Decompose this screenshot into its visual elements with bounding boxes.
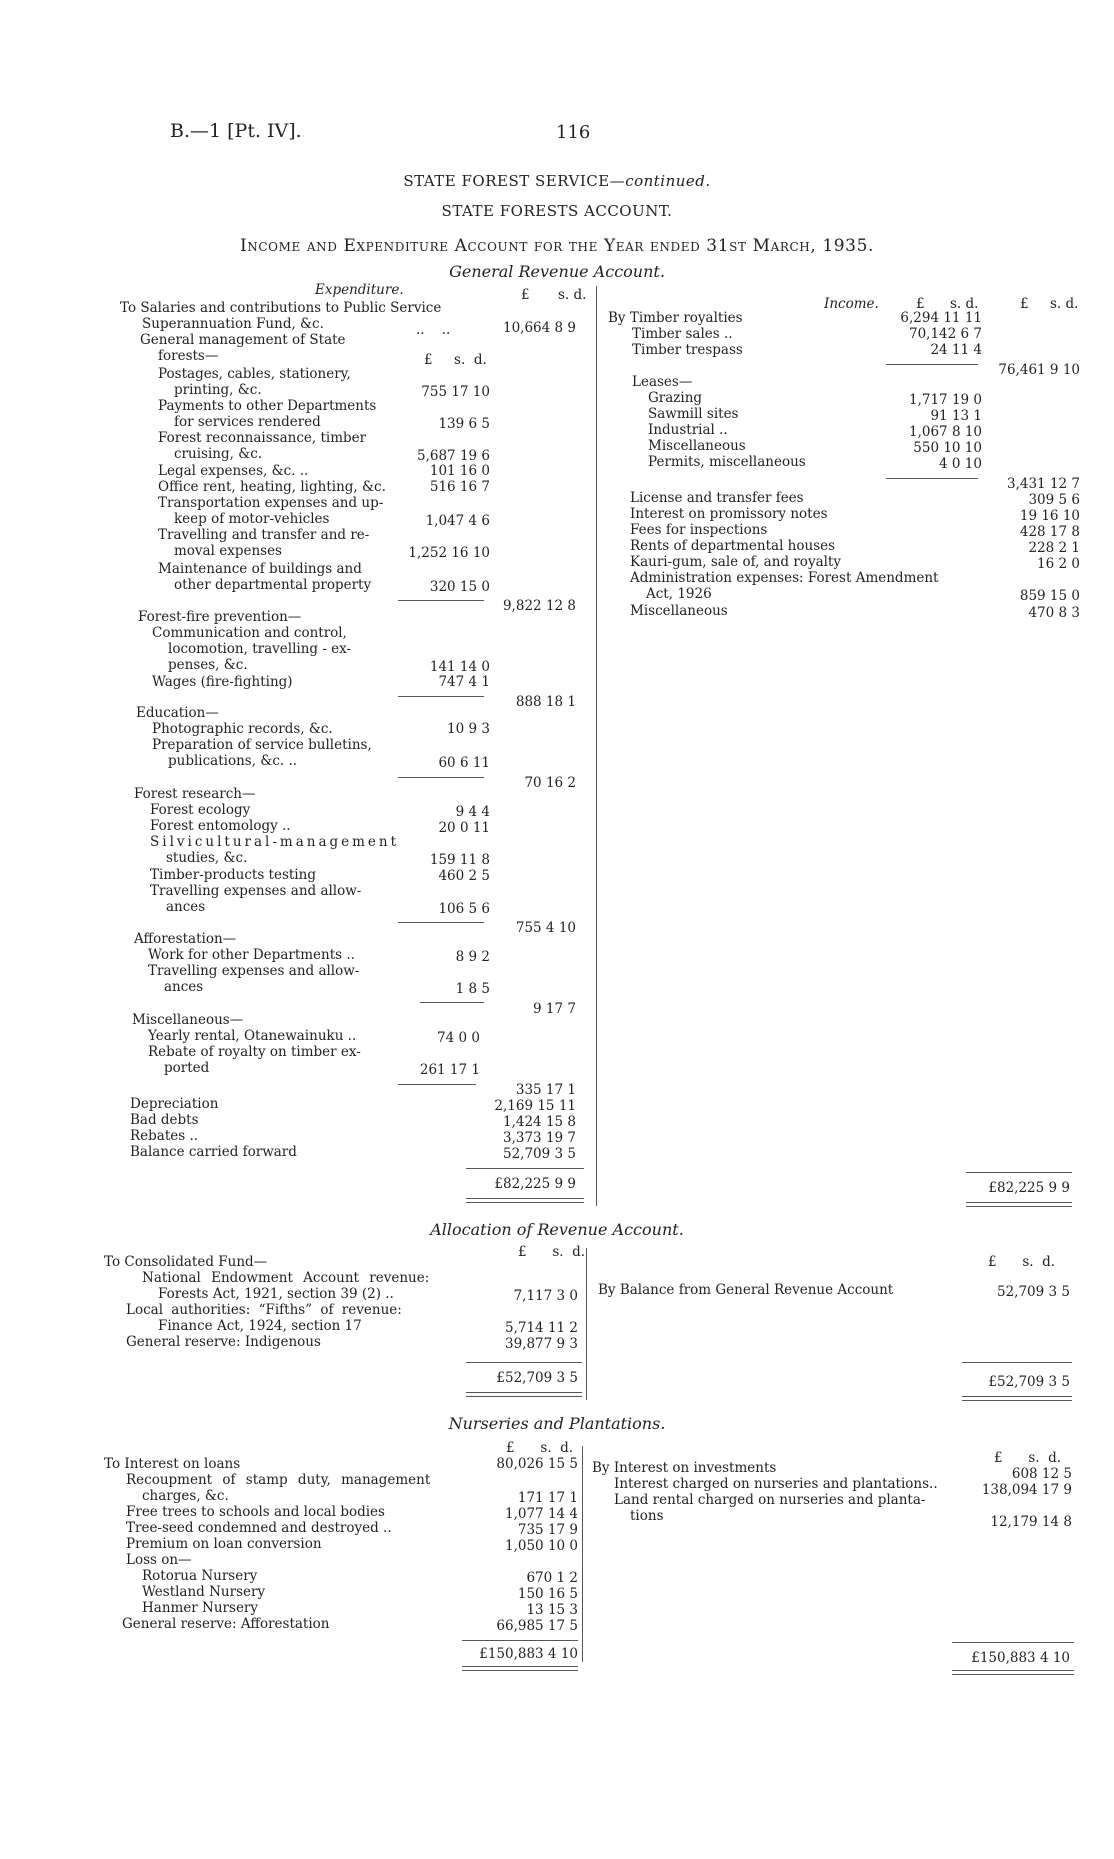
subtotal-rule (886, 478, 978, 479)
aff-work-label: Work for other Departments .. (148, 947, 355, 963)
nurs-rotorua-label: Rotorua Nursery (142, 1568, 258, 1584)
lease-sawmill-label: Sawmill sites (648, 406, 739, 422)
nurs-by-int-inv-amount: 608 12 5 (1011, 1466, 1072, 1482)
maint-label-1: Maintenance of buildings and (158, 561, 362, 577)
legal-label: Legal expenses, &c. .. (158, 463, 309, 479)
exp-col-sd-header: s. d. (558, 287, 587, 303)
inc-col-pound-1: £ (916, 296, 925, 312)
edu-prep-label-1: Preparation of service bulletins, (152, 737, 372, 753)
res-timber-amount: 460 2 5 (438, 868, 490, 884)
subtotal-rule (398, 1084, 476, 1085)
aff-work-amount: 8 9 2 (455, 949, 490, 965)
nurs-recoup-amount: 171 17 1 (517, 1490, 578, 1506)
gm-label-2: forests— (158, 348, 219, 364)
fire-comm-label-2: locomotion, travelling - ex- (168, 641, 352, 657)
inc-royalties-amount: 6,294 11 11 (900, 310, 982, 326)
edu-heading: Education— (136, 705, 219, 721)
aff-heading: Afforestation— (134, 931, 237, 947)
inc-fees-amount: 428 17 8 (1019, 524, 1080, 540)
salaries-label-2: Superannuation Fund, &c. (142, 316, 324, 332)
lease-grazing-label: Grazing (648, 390, 703, 406)
inc-fees-label: Fees for inspections (630, 522, 768, 538)
nurs-col-header-left: £ s. d. (506, 1440, 574, 1456)
total-rule (466, 1168, 584, 1169)
res-timber-label: Timber-products testing (150, 867, 316, 883)
expenditure-grand-total: £82,225 9 9 (494, 1176, 576, 1192)
subtotal-rule (398, 777, 484, 778)
edu-prep-label-2: publications, &c. .. (168, 753, 298, 769)
maint-label-2: other departmental property (174, 577, 372, 593)
double-rule (952, 1670, 1074, 1675)
total-rule (962, 1362, 1072, 1363)
res-ecology-label: Forest ecology (150, 802, 251, 818)
sub-col-header: £ s. d. (424, 352, 487, 368)
alloc-by-balance-label: By Balance from General Revenue Account (598, 1282, 894, 1298)
double-rule (462, 1666, 578, 1671)
inc-col-pound-2: £ (1020, 296, 1029, 312)
payments-amount: 139 6 5 (438, 416, 490, 432)
alloc-to-heading: To Consolidated Fund— (104, 1254, 268, 1270)
leases-total: 3,431 12 7 (1007, 476, 1080, 492)
res-total: 755 4 10 (515, 920, 576, 936)
inc-rents-amount: 228 2 1 (1028, 540, 1080, 556)
res-ento-amount: 20 0 11 (438, 820, 490, 836)
inc-kauri-amount: 16 2 0 (1037, 556, 1080, 572)
inc-royalties-label: By Timber royalties (608, 310, 743, 326)
lease-industrial-amount: 1,067 8 10 (909, 424, 982, 440)
double-rule (962, 1396, 1072, 1401)
alloc-ne-amount: 7,117 3 0 (513, 1288, 578, 1304)
edu-photo-amount: 10 9 3 (447, 721, 490, 737)
nurs-total-right: £150,883 4 10 (971, 1650, 1070, 1666)
fire-comm-label-3: penses, &c. (168, 657, 248, 673)
misc-rebate-amount: 261 17 1 (419, 1062, 480, 1078)
nurs-by-int-inv-label: By Interest on investments (592, 1460, 777, 1476)
maint-amount: 320 15 0 (429, 579, 490, 595)
aff-travel-label-1: Travelling expenses and allow- (148, 963, 360, 979)
balance-cf-label: Balance carried forward (130, 1144, 297, 1160)
inc-license-amount: 309 5 6 (1028, 492, 1080, 508)
edu-prep-amount: 60 6 11 (438, 755, 490, 771)
inc-interest-label: Interest on promissory notes (630, 506, 828, 522)
inc-trespass-amount: 24 11 4 (930, 342, 982, 358)
alloc-gr-amount: 39,877 9 3 (505, 1336, 578, 1352)
res-silv-label-1: Silvicultural-management (150, 834, 400, 850)
nurs-free-trees-label: Free trees to schools and local bodies (126, 1504, 385, 1520)
lease-sawmill-amount: 91 13 1 (930, 408, 982, 424)
alloc-col-header-left: £ s. d. (518, 1244, 586, 1260)
inc-sales-label: Timber sales .. (632, 326, 733, 342)
nurs-westland-label: Westland Nursery (142, 1584, 266, 1600)
gm-label-1: General management of State (140, 332, 346, 348)
nurs-int-charged-amount: 138,094 17 9 (981, 1482, 1072, 1498)
rebates-label: Rebates .. (130, 1128, 199, 1144)
office-label: Office rent, heating, lighting, &c. (158, 479, 386, 495)
lease-industrial-label: Industrial .. (648, 422, 728, 438)
fire-total: 888 18 1 (515, 694, 576, 710)
nurs-land-label-2: tions (630, 1508, 664, 1524)
inc-misc-label: Miscellaneous (630, 603, 728, 619)
transport-label-1: Transportation expenses and up- (158, 495, 384, 511)
nurseries-title: Nurseries and Plantations. (448, 1414, 666, 1433)
general-revenue-title: General Revenue Account. (449, 262, 665, 281)
inc-rents-label: Rents of departmental houses (630, 538, 836, 554)
fire-comm-label-1: Communication and control, (152, 625, 347, 641)
subtotal-rule (398, 696, 484, 697)
misc-total: 335 17 1 (515, 1082, 576, 1098)
double-rule (466, 1392, 582, 1397)
travel-label-1: Travelling and transfer and re- (158, 527, 370, 543)
travel-label-2: moval expenses (174, 543, 282, 559)
income-grand-total: £82,225 9 9 (988, 1180, 1070, 1196)
expenditure-heading: Expenditure. (315, 282, 404, 298)
header-line-1-main: STATE FOREST SERVICE— (403, 172, 626, 190)
postages-label-2: printing, &c. (174, 382, 262, 398)
office-amount: 516 16 7 (429, 479, 490, 495)
alloc-by-balance-amount: 52,709 3 5 (997, 1284, 1070, 1300)
column-divider (582, 1446, 583, 1662)
res-silv-label-2: studies, &c. (166, 850, 248, 866)
nurs-int-charged-label: Interest charged on nurseries and plantations.. (614, 1476, 938, 1492)
res-ecology-amount: 9 4 4 (455, 804, 490, 820)
recon-amount: 5,687 19 6 (417, 448, 490, 464)
subtotal-rule (398, 600, 484, 601)
page-number: 116 (556, 122, 591, 143)
column-divider (586, 1248, 587, 1400)
inc-admin-amount: 859 15 0 (1019, 588, 1080, 604)
header-line-1 (0, 172, 1114, 190)
nurs-tree-seed-amount: 735 17 9 (517, 1522, 578, 1538)
alloc-la-amount: 5,714 11 2 (505, 1320, 578, 1336)
nurs-col-header-right: £ s. d. (994, 1450, 1062, 1466)
inc-timber-total: 76,461 9 10 (998, 362, 1080, 378)
misc-rental-amount: 74 0 0 (437, 1030, 480, 1046)
edu-total: 70 16 2 (524, 775, 576, 791)
nurs-gen-reserve-label: General reserve: Afforestation (122, 1616, 330, 1632)
inc-kauri-label: Kauri-gum, sale of, and royalty (630, 554, 841, 570)
nurs-total-left: £150,883 4 10 (479, 1646, 578, 1662)
nurs-hanmer-amount: 13 15 3 (526, 1602, 578, 1618)
nurs-gen-reserve-amount: 66,985 17 5 (496, 1618, 578, 1634)
balance-cf-amount: 52,709 3 5 (503, 1146, 576, 1162)
fire-comm-amount: 141 14 0 (429, 659, 490, 675)
payments-label-2: for services rendered (174, 414, 321, 430)
nurs-premium-label: Premium on loan conversion (126, 1536, 322, 1552)
inc-interest-amount: 19 16 10 (1019, 508, 1080, 524)
nurs-premium-amount: 1,050 10 0 (505, 1538, 578, 1554)
alloc-la-label-2: Finance Act, 1924, section 17 (158, 1318, 362, 1334)
lease-misc-label: Miscellaneous (648, 438, 746, 454)
depreciation-amount: 2,169 15 11 (494, 1098, 576, 1114)
total-rule (952, 1642, 1074, 1643)
leases-heading: Leases— (632, 374, 693, 390)
gm-total: 9,822 12 8 (503, 598, 576, 614)
allocation-title: Allocation of Revenue Account. (430, 1220, 684, 1239)
recon-label-2: cruising, &c. (174, 446, 263, 462)
lease-grazing-amount: 1,717 19 0 (909, 392, 982, 408)
nurs-land-amount: 12,179 14 8 (990, 1514, 1072, 1530)
inc-sales-amount: 70,142 6 7 (909, 326, 982, 342)
transport-label-2: keep of motor-vehicles (174, 511, 330, 527)
alloc-total-right: £52,709 3 5 (988, 1374, 1070, 1390)
header-line-3: Income and Expenditure Account for the Year ended 31st March, 1935. (239, 236, 875, 256)
subtotal-rule (398, 922, 484, 923)
income-heading: Income. (824, 296, 879, 312)
fire-heading: Forest-fire prevention— (138, 609, 302, 625)
misc-rental-label: Yearly rental, Otanewainuku .. (148, 1028, 357, 1044)
res-travel-label-2: ances (166, 899, 206, 915)
transport-amount: 1,047 4 6 (425, 513, 490, 529)
misc-rebate-label-1: Rebate of royalty on timber ex- (148, 1044, 361, 1060)
nurs-free-trees-amount: 1,077 14 4 (505, 1506, 578, 1522)
inc-col-sd-1: s. d. (950, 296, 979, 312)
res-travel-label-1: Travelling expenses and allow- (150, 883, 362, 899)
inc-admin-label-1: Administration expenses: Forest Amendment (630, 570, 939, 586)
rebates-amount: 3,373 19 7 (503, 1130, 576, 1146)
depreciation-label: Depreciation (130, 1096, 219, 1112)
total-rule (462, 1640, 578, 1641)
payments-label-1: Payments to other Departments (158, 398, 377, 414)
fire-wages-amount: 747 4 1 (438, 674, 490, 690)
header-line-1-continued: continued. (625, 172, 711, 190)
alloc-gr-label: General reserve: Indigenous (126, 1334, 321, 1350)
nurs-loss-heading: Loss on— (126, 1552, 192, 1568)
total-rule (966, 1172, 1072, 1173)
legal-amount: 101 16 0 (429, 463, 490, 479)
bad-debts-amount: 1,424 15 8 (503, 1114, 576, 1130)
recon-label-1: Forest reconnaissance, timber (158, 430, 367, 446)
exp-col-pound-header: £ (521, 287, 530, 303)
fire-wages-label: Wages (fire-fighting) (152, 674, 293, 690)
aff-travel-label-2: ances (164, 979, 204, 995)
aff-travel-amount: 1 8 5 (455, 981, 490, 997)
salaries-amount: 10,664 8 9 (503, 320, 576, 336)
total-rule (466, 1362, 582, 1363)
subtotal-rule (886, 364, 978, 365)
aff-total: 9 17 7 (533, 1001, 576, 1017)
res-heading: Forest research— (134, 786, 256, 802)
double-rule (466, 1198, 584, 1203)
misc-rebate-label-2: ported (164, 1060, 210, 1076)
inc-misc-amount: 470 8 3 (1028, 605, 1080, 621)
postages-label-1: Postages, cables, stationery, (158, 366, 351, 382)
nurs-rotorua-amount: 670 1 2 (526, 1570, 578, 1586)
alloc-col-header-right: £ s. d. (988, 1254, 1056, 1270)
nurs-hanmer-label: Hanmer Nursery (142, 1600, 259, 1616)
inc-license-label: License and transfer fees (630, 490, 804, 506)
column-divider (596, 286, 597, 1206)
header-line-2: STATE FORESTS ACCOUNT. (441, 202, 673, 220)
lease-permits-label: Permits, miscellaneous (648, 454, 806, 470)
nurs-recoup-label-2: charges, &c. (142, 1488, 229, 1504)
double-rule (966, 1202, 1072, 1207)
inc-admin-label-2: Act, 1926 (646, 586, 712, 602)
lease-misc-amount: 550 10 10 (913, 440, 982, 456)
edu-photo-label: Photographic records, &c. (152, 721, 333, 737)
nurs-recoup-label-1: Recoupment of stamp duty, management (126, 1472, 431, 1488)
postages-amount: 755 17 10 (421, 384, 490, 400)
travel-amount: 1,252 16 10 (408, 545, 490, 561)
res-silv-amount: 159 11 8 (429, 852, 490, 868)
alloc-ne-label-2: Forests Act, 1921, section 39 (2) .. (158, 1286, 394, 1302)
nurs-tree-seed-label: Tree-seed condemned and destroyed .. (126, 1520, 392, 1536)
inc-trespass-label: Timber trespass (632, 342, 743, 358)
inc-col-sd-2: s. d. (1050, 296, 1079, 312)
alloc-total-left: £52,709 3 5 (496, 1370, 578, 1386)
salaries-label-1: To Salaries and contributions to Public Service (120, 300, 442, 316)
page-reference: B.—1 [Pt. IV]. (170, 120, 302, 142)
leader-dots: .. .. (416, 322, 451, 338)
alloc-ne-label-1: National Endowment Account revenue: (142, 1270, 430, 1286)
nurs-int-loans-label: To Interest on loans (104, 1456, 241, 1472)
nurs-int-loans-amount: 80,026 15 5 (496, 1456, 578, 1472)
res-travel-amount: 106 5 6 (438, 901, 490, 917)
nurs-land-label-1: Land rental charged on nurseries and planta- (614, 1492, 926, 1508)
subtotal-rule (420, 1002, 484, 1003)
alloc-la-label-1: Local authorities: “Fifths” of revenue: (126, 1302, 402, 1318)
nurs-westland-amount: 150 16 5 (517, 1586, 578, 1602)
misc-heading: Miscellaneous— (132, 1012, 244, 1028)
res-ento-label: Forest entomology .. (150, 818, 291, 834)
lease-permits-amount: 4 0 10 (939, 456, 982, 472)
bad-debts-label: Bad debts (130, 1112, 199, 1128)
